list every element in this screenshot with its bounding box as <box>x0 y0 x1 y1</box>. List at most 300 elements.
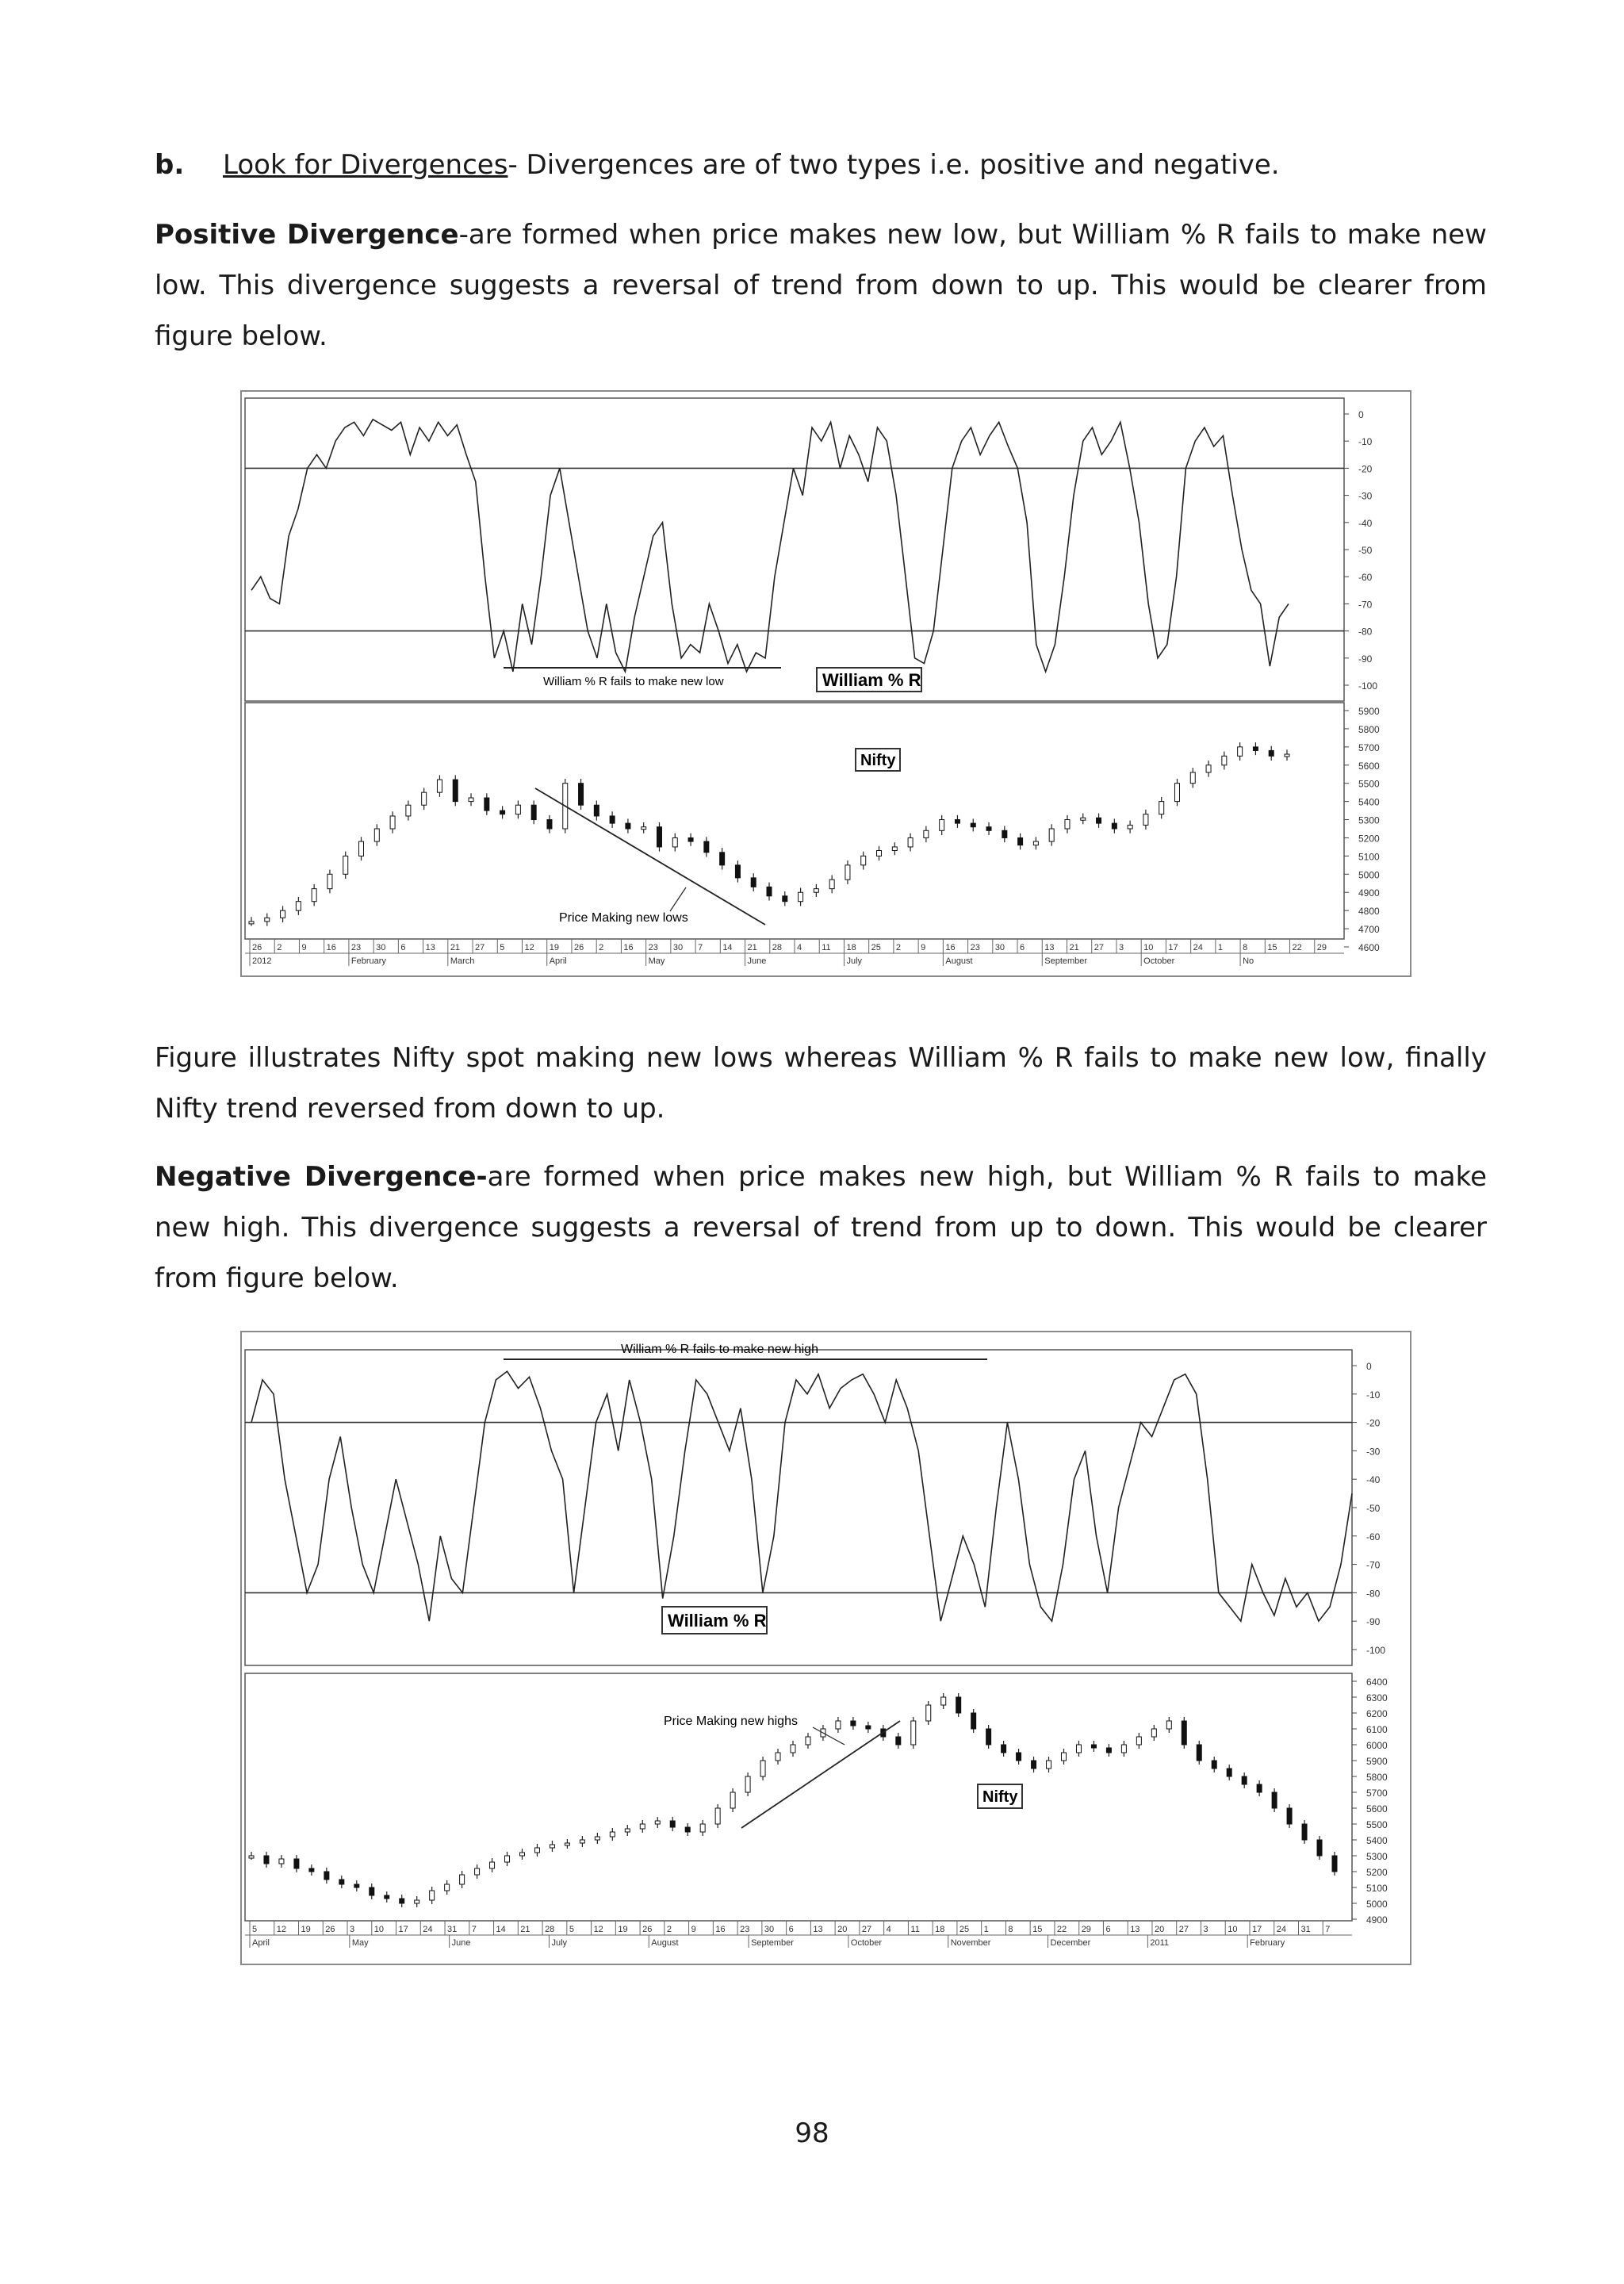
fig1-nifty-candle <box>390 816 395 829</box>
fig2-x-tick-label: 5 <box>569 1925 574 1934</box>
fig1-x-tick-label: 21 <box>450 943 461 952</box>
fig1-nifty-candle <box>986 827 991 831</box>
fig2-x-tick-label: 13 <box>813 1925 823 1934</box>
fig1-nifty-candle <box>1253 747 1258 751</box>
fig2-month-label: November <box>950 1938 991 1948</box>
fig1-x-tick-label: 14 <box>722 943 733 952</box>
fig2-nifty-candle <box>475 1868 480 1875</box>
fig2-wr-tick-label: 0 <box>1366 1361 1372 1372</box>
fig2-x-tick-label: 26 <box>642 1925 653 1934</box>
fig2-nifty-candle <box>400 1899 404 1903</box>
fig1-nifty-candle <box>814 889 818 893</box>
fig2-nifty-candle <box>971 1713 976 1729</box>
fig2-month-label: August <box>651 1938 679 1948</box>
figure-2-nifty-annotation: Price Making new highs <box>664 1715 798 1728</box>
figure-2-williams-label: William % R <box>668 1611 767 1631</box>
fig2-month-label: 2011 <box>1150 1938 1170 1948</box>
fig1-x-tick-label: 30 <box>672 943 684 952</box>
fig1-nifty-candle <box>1143 814 1148 826</box>
fig2-x-tick-label: 3 <box>350 1925 355 1934</box>
fig2-month-label: December <box>1050 1938 1091 1948</box>
fig1-nifty-candle <box>485 798 489 811</box>
fig2-x-tick-label: 7 <box>471 1925 477 1934</box>
fig2-nifty-candle <box>625 1829 630 1832</box>
fig2-nifty-candle <box>460 1875 465 1884</box>
fig2-nifty-candle <box>670 1821 675 1827</box>
fig2-nifty-candle <box>1272 1792 1277 1808</box>
positive-divergence-paragraph <box>155 209 1487 362</box>
fig2-month-label: July <box>551 1938 568 1948</box>
fig2-nifty-candle <box>249 1856 254 1858</box>
figure-2-williams-annotation: William % R fails to make new high <box>621 1343 818 1356</box>
fig1-month-label: February <box>350 956 386 966</box>
fig1-nifty-tick-label: 5100 <box>1358 851 1380 863</box>
fig1-x-tick-label: 2 <box>599 943 604 952</box>
fig2-x-tick-label: 23 <box>740 1925 750 1934</box>
fig1-x-tick-label: 25 <box>871 943 881 952</box>
fig2-x-tick-label: 17 <box>1251 1925 1262 1934</box>
fig1-x-tick-label: 22 <box>1292 943 1302 952</box>
fig1-nifty-candle <box>877 851 882 856</box>
fig2-nifty-candle <box>760 1761 765 1776</box>
fig1-x-tick-label: 9 <box>921 943 926 952</box>
fig1-x-tick-label: 23 <box>350 943 362 952</box>
fig2-nifty-candle <box>1166 1721 1171 1729</box>
fig2-nifty-candle <box>730 1792 735 1808</box>
fig2-x-tick-label: 31 <box>447 1925 458 1934</box>
fig2-nifty-tick-label: 5600 <box>1366 1803 1388 1815</box>
fig2-nifty-tick-label: 5300 <box>1366 1851 1388 1862</box>
fig2-nifty-candle <box>1002 1745 1006 1753</box>
fig1-nifty-candle <box>500 811 505 814</box>
fig1-nifty-candle <box>1065 820 1070 829</box>
figure-negative-divergence <box>240 1331 1411 1965</box>
figure-1-nifty-label: Nifty <box>860 752 896 769</box>
fig2-nifty-candle <box>640 1824 645 1829</box>
fig2-nifty-candle <box>430 1891 435 1900</box>
fig2-nifty-candle <box>1302 1824 1307 1840</box>
fig2-x-tick-label: 27 <box>1178 1925 1189 1934</box>
fig1-nifty-tick-label: 5500 <box>1358 778 1380 790</box>
fig2-nifty-candle <box>956 1697 961 1713</box>
fig2-wr-tick-label: -50 <box>1366 1503 1381 1514</box>
fig1-nifty-candle <box>908 837 913 846</box>
fig2-x-tick-label: 30 <box>764 1925 775 1934</box>
fig1-x-tick-label: 26 <box>252 943 262 952</box>
fig1-x-tick-label: 2 <box>277 943 282 952</box>
fig1-x-tick-label: 2 <box>895 943 902 952</box>
fig2-nifty-tick-label: 5000 <box>1366 1899 1388 1910</box>
fig1-month-label: September <box>1044 956 1088 966</box>
fig2-nifty-candle <box>339 1880 344 1884</box>
fig1-nifty-candle <box>751 878 756 887</box>
fig2-x-tick-label: 14 <box>496 1925 506 1934</box>
fig1-wr-tick-label: -90 <box>1358 653 1373 665</box>
fig2-wr-tick-label: -30 <box>1366 1446 1381 1458</box>
fig1-nifty-candle <box>312 889 316 902</box>
fig1-month-label: May <box>648 956 665 966</box>
fig1-nifty-candle <box>453 780 458 802</box>
fig1-wr-series-line <box>251 420 1289 672</box>
fig2-nifty-candle <box>1032 1761 1036 1769</box>
fig2-wr-tick-label: -10 <box>1366 1389 1381 1401</box>
fig2-x-tick-label: 6 <box>1105 1925 1111 1934</box>
fig1-month-label: August <box>945 956 973 966</box>
fig1-nifty-candle <box>1190 772 1195 784</box>
fig2-nifty-candle <box>580 1840 584 1843</box>
fig2-nifty-candle <box>806 1737 810 1745</box>
fig2-nifty-candle <box>1257 1784 1262 1792</box>
fig1-nifty-tick-label: 5000 <box>1358 869 1380 881</box>
fig2-x-tick-label: 10 <box>1228 1925 1238 1934</box>
fig2-x-tick-label: 5 <box>252 1925 258 1934</box>
fig1-nifty-candle <box>547 820 552 829</box>
fig2-nifty-tick-label: 5700 <box>1366 1788 1388 1799</box>
fig1-nifty-candle <box>406 805 411 816</box>
fig2-nifty-candle <box>550 1845 554 1848</box>
fig2-nifty-candle <box>610 1832 615 1837</box>
fig1-nifty-candle <box>767 887 772 895</box>
fig2-nifty-candle <box>1076 1745 1081 1753</box>
fig1-nifty-candle <box>359 841 364 856</box>
negative-divergence-text: are formed when price makes new high, but William % R fails to make new high. This divergence suggests a reversal of trend from up to down. This would be clearer from figure below. <box>155 1161 1487 1294</box>
fig1-x-tick-label: 27 <box>475 943 485 952</box>
section-b-line <box>155 140 1487 190</box>
fig1-nifty-candle <box>1033 841 1038 845</box>
fig1-nifty-candle <box>688 837 693 841</box>
fig2-nifty-candle <box>1151 1729 1156 1737</box>
fig1-nifty-candle <box>437 780 442 792</box>
fig1-x-tick-label: 30 <box>376 943 386 952</box>
fig1-nifty-candle <box>531 805 536 819</box>
fig2-x-tick-label: 7 <box>1325 1925 1331 1934</box>
fig1-nifty-tick-label: 5700 <box>1358 742 1380 753</box>
fig1-nifty-trend-line <box>535 788 765 925</box>
fig2-nifty-candle <box>836 1721 841 1729</box>
fig2-x-tick-label: 21 <box>520 1925 530 1934</box>
fig1-x-tick-label: 21 <box>747 943 757 952</box>
fig2-wr-frame <box>245 1350 1352 1665</box>
fig2-x-tick-label: 19 <box>618 1925 628 1934</box>
fig1-month-label: October <box>1143 956 1175 966</box>
fig2-x-tick-label: 24 <box>1276 1925 1286 1934</box>
figure-2-nifty-label: Nifty <box>982 1788 1018 1806</box>
fig1-nifty-candle <box>783 896 787 902</box>
fig1-nifty-candle <box>1222 756 1227 765</box>
fig1-nifty-candle <box>735 865 740 878</box>
fig1-nifty-tick-label: 5300 <box>1358 814 1380 826</box>
fig2-nifty-candle <box>655 1821 660 1824</box>
fig1-nifty-candle <box>799 892 803 901</box>
figure-1-nifty-panel <box>245 703 1380 966</box>
fig2-wr-tick-label: -100 <box>1366 1645 1386 1656</box>
fig2-nifty-candle <box>415 1900 419 1903</box>
fig1-month-label: March <box>450 956 475 966</box>
fig2-nifty-candle <box>715 1808 720 1824</box>
fig2-x-tick-label: 8 <box>1008 1925 1013 1934</box>
fig2-month-label: October <box>850 1938 883 1948</box>
fig2-x-tick-label: 20 <box>1154 1925 1165 1934</box>
section-b-text: - Divergences are of two types i.e. positive and negative. <box>508 149 1280 181</box>
fig1-x-tick-label: 19 <box>549 943 559 952</box>
fig2-x-tick-label: 28 <box>545 1925 555 1934</box>
fig2-nifty-candle <box>1182 1721 1186 1745</box>
fig2-x-tick-label: 26 <box>325 1925 335 1934</box>
fig1-x-tick-label: 5 <box>500 943 505 952</box>
fig1-x-tick-label: 15 <box>1267 943 1277 952</box>
fig1-x-tick-label: 17 <box>1168 943 1178 952</box>
positive-divergence-term: Positive Divergence <box>155 219 459 251</box>
fig2-nifty-candle <box>1242 1776 1247 1784</box>
figure-1-williams-annotation: William % R fails to make new low <box>543 675 724 688</box>
negative-divergence-paragraph <box>155 1152 1487 1304</box>
fig1-nifty-candle <box>1128 825 1132 829</box>
fig2-nifty-candle <box>1017 1753 1021 1761</box>
fig2-nifty-tick-label: 5900 <box>1366 1756 1388 1767</box>
figure-1-williams-panel <box>245 398 1377 701</box>
fig1-x-tick-label: 6 <box>400 943 406 952</box>
fig2-nifty-candle <box>294 1859 299 1868</box>
fig2-x-tick-label: 17 <box>398 1925 408 1934</box>
fig1-nifty-candle <box>1238 747 1243 756</box>
fig2-x-tick-label: 10 <box>373 1925 385 1934</box>
fig1-month-label: July <box>846 956 863 966</box>
fig1-wr-tick-label: -30 <box>1358 490 1373 502</box>
fig1-nifty-candle <box>971 823 975 827</box>
fig1-nifty-candle <box>1206 765 1211 772</box>
fig1-x-tick-label: 29 <box>1316 943 1327 952</box>
fig1-x-tick-label: 6 <box>1020 943 1025 952</box>
fig2-month-label: September <box>751 1938 794 1948</box>
fig2-nifty-candle <box>866 1726 871 1729</box>
figure-1-svg <box>242 392 1410 975</box>
fig2-nifty-candle <box>505 1856 510 1862</box>
fig2-month-label: February <box>1250 1938 1285 1948</box>
page-number: 98 <box>795 2117 829 2149</box>
fig1-month-label: April <box>549 956 567 966</box>
fig1-nifty-candle <box>861 856 866 864</box>
fig2-x-tick-label: 12 <box>593 1925 603 1934</box>
fig2-x-tick-label: 6 <box>788 1925 794 1934</box>
fig1-nifty-candle <box>704 841 709 853</box>
fig1-nifty-candle <box>955 820 959 824</box>
section-b-label: b. <box>155 149 185 181</box>
fig2-x-tick-label: 29 <box>1081 1925 1091 1934</box>
fig1-x-tick-label: 27 <box>1094 943 1104 952</box>
fig2-nifty-candle <box>1227 1769 1231 1776</box>
fig2-wr-tick-label: -90 <box>1366 1616 1381 1628</box>
fig2-nifty-frame <box>245 1673 1352 1921</box>
fig2-wr-tick-label: -60 <box>1366 1531 1381 1542</box>
fig1-x-tick-label: 28 <box>772 943 783 952</box>
fig2-nifty-candle <box>851 1721 856 1726</box>
fig2-nifty-candle <box>370 1887 374 1895</box>
positive-divergence-text: -are formed when price makes new low, but William % R fails to make new low. This divergence suggests a reversal of trend from down to up. This would be clearer from figure below. <box>155 219 1487 352</box>
fig1-nifty-candle <box>594 805 599 816</box>
fig1-x-tick-label: 16 <box>945 943 956 952</box>
fig2-nifty-candle <box>791 1745 795 1753</box>
fig2-nifty-candle <box>1121 1745 1126 1753</box>
fig2-nifty-candle <box>941 1697 946 1705</box>
fig1-nifty-frame <box>245 703 1344 939</box>
fig2-nifty-candle <box>385 1895 389 1899</box>
fig2-nifty-candle <box>745 1776 750 1792</box>
fig1-month-label: June <box>747 956 767 966</box>
fig1-x-tick-label: 26 <box>573 943 584 952</box>
fig2-nifty-tick-label: 6300 <box>1366 1692 1388 1703</box>
fig2-month-label: May <box>351 1938 369 1948</box>
fig2-wr-tick-label: -40 <box>1366 1474 1381 1486</box>
fig2-nifty-candle <box>1212 1761 1216 1769</box>
fig2-nifty-candle <box>1317 1840 1322 1856</box>
fig2-x-tick-label: 9 <box>691 1925 696 1934</box>
fig1-nifty-candle <box>296 902 301 910</box>
figure-2-nifty-panel <box>245 1673 1388 1948</box>
fig1-x-tick-label: 23 <box>648 943 658 952</box>
fig2-nifty-candle <box>926 1705 931 1721</box>
figure-1-caption: Figure illustrates Nifty spot making new lows whereas William % R fails to make new low, finally Nifty trend reversed from down to up. <box>155 1042 1487 1125</box>
fig1-wr-tick-label: -60 <box>1358 572 1373 584</box>
fig1-nifty-candle <box>469 798 473 802</box>
fig2-nifty-tick-label: 6100 <box>1366 1724 1388 1735</box>
fig2-x-tick-label: 25 <box>959 1925 970 1934</box>
fig1-nifty-candle <box>265 918 270 922</box>
fig1-x-tick-label: 21 <box>1069 943 1079 952</box>
fig2-nifty-candle <box>700 1824 705 1832</box>
fig2-nifty-candle <box>1197 1745 1201 1761</box>
fig2-x-tick-label: 27 <box>861 1925 872 1934</box>
fig2-nifty-candle <box>986 1729 991 1745</box>
fig1-nifty-candle <box>249 922 254 924</box>
fig1-nifty-candle <box>1269 750 1274 756</box>
fig1-wr-tick-label: 0 <box>1358 409 1364 420</box>
fig1-nifty-candle <box>1112 823 1116 829</box>
fig2-nifty-tick-label: 5400 <box>1366 1835 1388 1846</box>
figure-1-williams-label: William % R <box>822 670 921 690</box>
fig2-nifty-candle <box>1047 1761 1051 1769</box>
fig2-x-tick-label: 11 <box>910 1925 920 1934</box>
fig2-wr-tick-label: -20 <box>1366 1417 1381 1429</box>
figure-2-svg <box>242 1332 1410 1964</box>
fig1-nifty-candle <box>281 910 285 918</box>
fig1-x-tick-label: 16 <box>623 943 634 952</box>
fig1-nifty-tick-label: 5200 <box>1358 833 1380 845</box>
fig1-x-tick-label: 12 <box>524 943 534 952</box>
fig1-nifty-candle <box>374 829 379 841</box>
fig2-nifty-candle <box>490 1862 495 1868</box>
fig1-nifty-candle <box>924 830 929 837</box>
fig2-nifty-tick-label: 5500 <box>1366 1819 1388 1830</box>
fig2-x-tick-label: 19 <box>301 1925 311 1934</box>
fig1-nifty-tick-label: 4800 <box>1358 906 1380 918</box>
fig2-nifty-candle <box>595 1837 599 1840</box>
fig2-nifty-candle <box>445 1884 450 1891</box>
fig1-x-tick-label: 1 <box>1217 943 1223 952</box>
fig2-nifty-tick-label: 5200 <box>1366 1867 1388 1878</box>
figure-positive-divergence <box>240 390 1411 977</box>
fig2-nifty-candle <box>520 1853 525 1856</box>
fig1-wr-tick-label: -10 <box>1358 436 1373 448</box>
fig1-nifty-candle <box>829 879 834 888</box>
fig1-wr-tick-label: -80 <box>1358 626 1373 638</box>
fig2-nifty-candle <box>1091 1745 1096 1748</box>
fig2-nifty-tick-label: 6400 <box>1366 1677 1388 1688</box>
fig1-nifty-candle <box>1174 784 1179 802</box>
fig1-x-tick-label: 18 <box>846 943 856 952</box>
fig2-x-tick-label: 12 <box>276 1925 287 1934</box>
fig2-wr-series-line <box>251 1371 1352 1621</box>
fig1-x-tick-label: 3 <box>1118 943 1124 952</box>
fig1-nifty-candle <box>343 856 348 874</box>
fig1-x-tick-label: 13 <box>1044 943 1055 952</box>
fig2-nifty-candle <box>1136 1737 1141 1745</box>
fig2-x-tick-label: 3 <box>1203 1925 1208 1934</box>
fig1-x-tick-label: 8 <box>1243 943 1248 952</box>
fig1-x-tick-label: 9 <box>301 943 307 952</box>
fig2-nifty-tick-label: 6200 <box>1366 1708 1388 1719</box>
fig2-x-tick-label: 1 <box>983 1925 989 1934</box>
section-b-heading: Look for Divergences <box>223 149 508 181</box>
fig1-nifty-candle <box>1081 818 1086 820</box>
fig1-wr-tick-label: -50 <box>1358 545 1373 556</box>
fig1-wr-tick-label: -40 <box>1358 517 1373 529</box>
fig1-nifty-candle <box>845 865 850 879</box>
fig2-nifty-candle <box>1062 1753 1067 1761</box>
fig2-x-tick-label: 16 <box>715 1925 726 1934</box>
fig2-x-tick-label: 15 <box>1032 1925 1043 1934</box>
fig2-month-label: April <box>252 1938 270 1948</box>
fig2-x-tick-label: 24 <box>423 1925 433 1934</box>
fig1-nifty-candle <box>657 827 661 847</box>
fig2-x-tick-label: 20 <box>837 1925 848 1934</box>
fig2-nifty-tick-label: 4900 <box>1366 1914 1388 1926</box>
fig2-nifty-candle <box>1332 1856 1337 1872</box>
fig2-x-tick-label: 18 <box>935 1925 945 1934</box>
fig2-wr-tick-label: -70 <box>1366 1559 1381 1571</box>
fig1-nifty-tick-label: 4900 <box>1358 887 1380 899</box>
fig2-month-label: June <box>451 1938 471 1948</box>
fig2-nifty-candle <box>534 1848 539 1853</box>
fig2-nifty-candle <box>685 1827 690 1832</box>
fig1-x-tick-label: 30 <box>994 943 1005 952</box>
fig1-nifty-candle <box>579 784 584 806</box>
fig2-nifty-candle <box>565 1843 569 1845</box>
fig2-nifty-candle <box>896 1737 901 1745</box>
fig2-wr-tick-label: -80 <box>1366 1588 1381 1600</box>
fig2-nifty-candle <box>1106 1748 1111 1753</box>
fig2-x-tick-label: 4 <box>886 1925 891 1934</box>
fig1-x-tick-label: 11 <box>822 943 831 952</box>
negative-divergence-term: Negative Divergence- <box>155 1161 488 1193</box>
fig1-nifty-candle <box>1097 818 1101 823</box>
fig1-month-label: No <box>1243 956 1254 966</box>
fig2-nifty-tick-label: 5800 <box>1366 1772 1388 1783</box>
fig1-x-tick-label: 4 <box>797 943 802 952</box>
fig1-x-tick-label: 7 <box>698 943 703 952</box>
fig1-nifty-candle <box>626 823 630 829</box>
fig2-nifty-tick-label: 6000 <box>1366 1740 1388 1751</box>
fig1-nifty-candle <box>327 874 332 888</box>
fig2-nifty-pointer-line <box>813 1727 845 1745</box>
fig2-nifty-candle <box>911 1721 916 1745</box>
fig1-nifty-candle <box>1285 754 1289 757</box>
fig1-nifty-candle <box>1159 802 1164 814</box>
fig1-month-label: 2012 <box>252 956 272 966</box>
fig1-nifty-pointer-line <box>670 887 686 911</box>
fig1-nifty-candle <box>1018 837 1023 845</box>
fig1-nifty-candle <box>720 853 725 865</box>
fig1-nifty-tick-label: 5400 <box>1358 796 1380 808</box>
